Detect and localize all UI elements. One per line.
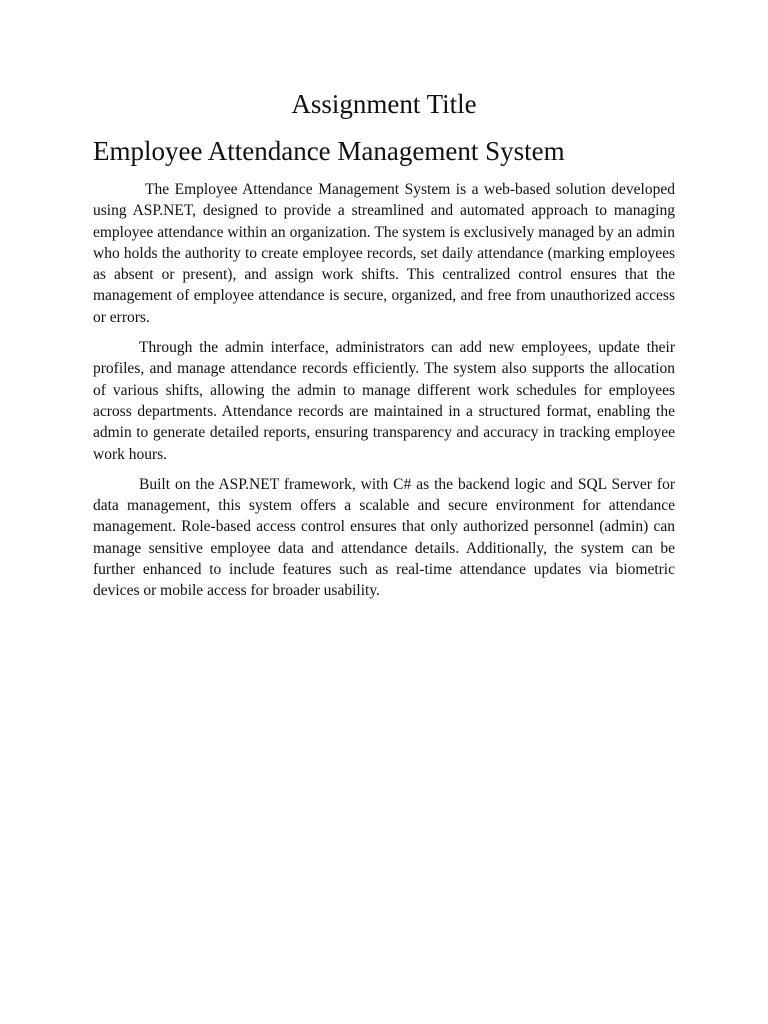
paragraph-admin-interface: Through the admin interface, administrators can add new employees, update their profiles, and manage attendance records efficiently. The system also supports the allocation of various shifts, allowing the admin to manage different work schedules for employees across departments. Attendance records are maintained in a structured format, enabling the admin to generate detailed reports, ensuring transparency and accuracy in tracking employee work hours. xyxy=(93,339,675,463)
paragraph-technology: Built on the ASP.NET framework, with C# as the backend logic and SQL Server for data management, this system offers a scalable and secure environment for attendance management. Role-based access control ensures that only authorized personnel (admin) can manage sensitive employee data and attendance details. Additionally, the system can be further enhanced to include features such as real-time attendance updates via biometric devices or mobile access for broader usability. xyxy=(93,475,675,600)
paragraph-overview: The Employee Attendance Management System is a web-based solution developed using ASP.NET, designed to provide a streamlined and automated approach to managing employee attendance within an organization. The system is exclusively managed by an admin who holds the authority to create employee records, set daily attendance (marking employees as absent or present), and assign work shifts. This centralized control ensures that the management of employee attendance is secure, organized, and free from unauthorized access or errors. xyxy=(93,181,675,326)
document-body xyxy=(93,179,675,611)
project-title: Employee Attendance Management System xyxy=(93,136,565,166)
assignment-title: Assignment Title xyxy=(291,89,477,119)
